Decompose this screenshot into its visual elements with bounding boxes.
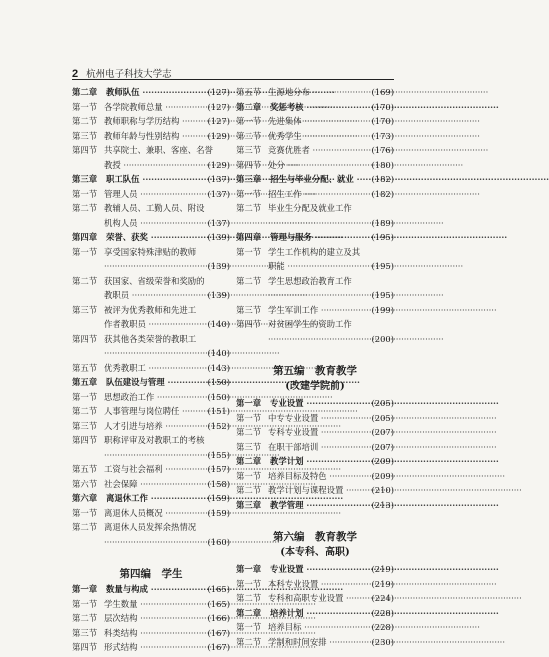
- toc-section-row: [72, 100, 230, 115]
- toc-section-row: [72, 332, 230, 347]
- entry-page: (152): [207, 420, 230, 431]
- entry-page: (139): [207, 261, 230, 271]
- toc-chapter-row: [72, 582, 230, 597]
- toc-section-row: [72, 317, 230, 332]
- toc-section-row: [72, 158, 230, 173]
- toc-section-row: [72, 520, 230, 535]
- entry-page: (219): [371, 564, 394, 574]
- entry-title: 离退休工作 ·····: [106, 491, 198, 506]
- entry-number: 第二节: [236, 593, 262, 603]
- entry-number: 第二节: [72, 613, 98, 623]
- entry-title: 人事管理与岗位聘任 ·····: [104, 404, 198, 419]
- toc-section-row: [72, 346, 230, 361]
- entry-title: 竞赛优胜者 ·····: [268, 143, 362, 158]
- entry-title: 教辅人员、工勤人员、附设: [104, 203, 205, 213]
- entry-title: 离退休人员发挥余热情况: [104, 522, 197, 532]
- entry-leader: [104, 535, 198, 550]
- entry-title: 职称评审及对教职工的考核: [104, 435, 205, 445]
- entry-page: (230): [371, 636, 394, 647]
- toc-section-row: [236, 332, 394, 347]
- entry-title: 专科专业设置 ·····: [268, 425, 362, 440]
- toc-section-row: [72, 187, 230, 202]
- entry-title: 奖惩考核 ·····: [270, 100, 362, 115]
- toc-section-row: [72, 535, 230, 550]
- toc-section-row: [236, 425, 394, 440]
- entry-number: 第一章: [236, 398, 262, 408]
- entry-number: 第一节: [72, 391, 98, 402]
- entry-title: 人才引进与培养 ·····: [104, 419, 198, 434]
- toc-section-row: [236, 114, 394, 129]
- entry-page: (139): [207, 232, 230, 242]
- entry-number: 第三节: [236, 441, 262, 452]
- entry-number: 第三节: [72, 627, 98, 638]
- entry-page: (167): [207, 642, 230, 652]
- toc-section-row: [236, 158, 394, 173]
- entry-leader: [104, 346, 198, 361]
- entry-number: 第一节: [236, 412, 262, 423]
- toc-section-row: [236, 591, 394, 606]
- entry-number: 第一节: [236, 470, 262, 481]
- entry-title: 专业设置 ·····: [270, 562, 362, 577]
- toc-chapter-row: [72, 491, 230, 506]
- entry-leader: [268, 216, 362, 231]
- entry-title: 学生军训工作 ·····: [268, 303, 362, 318]
- entry-page: (166): [207, 613, 230, 623]
- entry-number: 第四节: [72, 435, 98, 445]
- entry-number: 第二节: [236, 275, 262, 286]
- section-gap: [236, 346, 394, 360]
- toc-section-row: [236, 440, 394, 455]
- entry-page: (213): [371, 499, 394, 510]
- toc-section-row: [72, 114, 230, 129]
- entry-number: 第三章: [72, 174, 98, 184]
- entry-title: 荣誉、获奖 ·····: [106, 230, 198, 245]
- entry-page: (150): [207, 391, 230, 402]
- entry-leader: [104, 448, 198, 463]
- entry-title: 社会保障 ·····: [104, 477, 198, 492]
- entry-page: (127): [207, 116, 230, 126]
- toc-section-row: [72, 216, 230, 231]
- entry-number: 第二节: [72, 203, 98, 213]
- toc-section-row: [72, 245, 230, 260]
- entry-number: 第二节: [236, 485, 262, 495]
- part-heading: 第四编 学生: [119, 568, 183, 580]
- entry-title: 教授 ·····: [104, 158, 198, 173]
- toc-section-row: [72, 506, 230, 521]
- entry-page: (205): [371, 398, 394, 408]
- entry-number: 第一节: [72, 246, 98, 257]
- entry-page: (140): [207, 319, 230, 329]
- entry-title: 学生数量 ·····: [104, 597, 198, 612]
- entry-title: 形式结构 ·····: [104, 640, 198, 655]
- toc-section-row: [236, 143, 394, 158]
- toc-section-row: [236, 85, 394, 100]
- toc-chapter-row: [236, 172, 394, 187]
- toc-section-row: [236, 483, 394, 498]
- entry-page: (127): [207, 87, 230, 97]
- entry-number: 第四节: [236, 319, 262, 329]
- entry-page: (207): [371, 441, 394, 452]
- entry-title: 教学计划与课程设置 ·····: [268, 483, 362, 498]
- entry-page: (129): [207, 159, 230, 170]
- entry-title: 处分 ·····: [268, 158, 362, 173]
- entry-page: (137): [207, 188, 230, 199]
- toc-section-row: [72, 303, 230, 318]
- entry-title: 学生思想政治教育工作: [268, 275, 352, 286]
- part-subheading: (改建学院前): [285, 381, 345, 392]
- entry-title: 数量与构成 ·····: [106, 582, 198, 597]
- entry-title: 教师年龄与性别结构 ·····: [104, 129, 198, 144]
- entry-number: 第二节: [72, 275, 98, 286]
- toc-section-row: [72, 477, 230, 492]
- entry-page: (205): [371, 412, 394, 423]
- entry-number: 第二章: [236, 456, 262, 466]
- toc-section-row: [236, 620, 394, 635]
- entry-page: (228): [371, 607, 394, 618]
- entry-title: 学生工作机构的建立及其: [268, 246, 361, 257]
- entry-title: 生源地分布 ·····: [268, 85, 362, 100]
- entry-page: (228): [371, 622, 394, 632]
- entry-page: (160): [207, 536, 230, 547]
- entry-page: (195): [371, 290, 394, 300]
- entry-title: 思想政治工作 ·····: [104, 390, 198, 405]
- toc-right-column: [236, 85, 394, 649]
- entry-number: 第二节: [72, 522, 98, 532]
- entry-page: (199): [371, 304, 394, 315]
- entry-title: 管理与服务 ·····: [270, 230, 362, 245]
- entry-title: 招生工作 ·····: [268, 187, 362, 202]
- entry-page: (139): [207, 290, 230, 300]
- running-header: [72, 66, 242, 80]
- toc-section-row: [236, 201, 394, 216]
- part-heading: 第六编 教育教学: [273, 531, 357, 543]
- entry-number: 第五节: [236, 87, 262, 97]
- toc-section-row: [236, 303, 394, 318]
- entry-title: 教师队伍 ·····: [106, 85, 198, 100]
- entry-title: 先进集体 ·····: [268, 114, 362, 129]
- entry-title: 教师职称与学历结构 ·····: [104, 114, 198, 129]
- entry-page: (127): [207, 101, 230, 112]
- entry-number: 第四章: [72, 232, 98, 242]
- toc-section-row: [72, 462, 230, 477]
- toc-section-row: [72, 626, 230, 641]
- toc-section-row: [72, 419, 230, 434]
- entry-page: (140): [207, 348, 230, 358]
- toc-section-row: [72, 448, 230, 463]
- entry-number: 第二章: [236, 101, 262, 112]
- entry-title: 培养目标 ·····: [268, 620, 362, 635]
- entry-title: 职工队伍 ·····: [106, 172, 198, 187]
- entry-number: 第三节: [72, 304, 98, 315]
- entry-page: (151): [207, 406, 230, 416]
- entry-page: (182): [371, 174, 394, 184]
- section-gap: [236, 512, 394, 526]
- toc-section-row: [72, 288, 230, 303]
- entry-page: (159): [207, 507, 230, 518]
- entry-page: (159): [207, 493, 230, 503]
- entry-number: 第一节: [72, 101, 98, 112]
- entry-leader: [104, 259, 198, 274]
- entry-page: (219): [371, 578, 394, 589]
- entry-page: (180): [371, 159, 394, 170]
- part-subheading: (本专科、高职): [280, 547, 350, 558]
- entry-number: 第五节: [72, 362, 98, 373]
- entry-title: 招生与毕业分配、就业 ·····: [270, 172, 362, 187]
- entry-leader: [268, 288, 362, 303]
- entry-number: 第一节: [236, 246, 262, 257]
- entry-title: 机构人员 ·····: [104, 216, 198, 231]
- entry-page: (182): [371, 188, 394, 199]
- entry-leader: [268, 332, 362, 347]
- entry-number: 第五章: [72, 377, 98, 387]
- toc-chapter-row: [236, 498, 394, 513]
- entry-number: 第三章: [236, 174, 262, 184]
- entry-page: (207): [371, 427, 394, 437]
- toc-section-row: [72, 361, 230, 376]
- entry-number: 第四章: [236, 232, 262, 242]
- toc-chapter-row: [72, 375, 230, 390]
- toc-section-row: [72, 611, 230, 626]
- entry-number: 第一章: [72, 584, 98, 594]
- entry-page: (167): [207, 627, 230, 638]
- entry-title: 中专专业设置 ·····: [268, 411, 362, 426]
- entry-number: 第二节: [236, 636, 262, 647]
- toc-section-row: [236, 259, 394, 274]
- toc-section-row: [72, 259, 230, 274]
- toc-section-row: [236, 245, 394, 260]
- entry-page: (195): [371, 261, 394, 271]
- entry-title: 培养计划 ·····: [270, 606, 362, 621]
- toc-section-row: [72, 404, 230, 419]
- entry-title: 队伍建设与管理 ·····: [106, 375, 198, 390]
- entry-page: (165): [207, 598, 230, 609]
- toc-section-row: [72, 597, 230, 612]
- entry-number: 第五节: [72, 464, 98, 474]
- entry-title: 教学管理 ·····: [270, 498, 362, 513]
- entry-page: (209): [371, 470, 394, 481]
- entry-number: 第一节: [236, 188, 262, 199]
- entry-title: 获国家、省级荣誉和奖励的: [104, 275, 205, 286]
- entry-number: 第二节: [236, 203, 262, 213]
- entry-title: 获其他各类荣誉的教职工: [104, 333, 197, 344]
- toc-chapter-row: [236, 230, 394, 245]
- entry-number: 第一节: [72, 507, 98, 518]
- toc-section-row: [236, 288, 394, 303]
- toc-section-row: [236, 469, 394, 484]
- entry-page: (209): [371, 456, 394, 466]
- toc-section-row: [236, 216, 394, 231]
- toc-chapter-row: [72, 230, 230, 245]
- entry-title: 管理人员 ·····: [104, 187, 198, 202]
- entry-page: (155): [207, 449, 230, 460]
- entry-page: (137): [207, 174, 230, 184]
- entry-title: 科类结构 ·····: [104, 626, 198, 641]
- entry-page: (129): [207, 130, 230, 141]
- entry-number: 第三节: [72, 130, 98, 141]
- entry-number: 第二章: [236, 607, 262, 618]
- entry-title: 享受国家特殊津贴的教师: [104, 246, 197, 257]
- entry-page: (210): [371, 485, 394, 495]
- entry-number: 第二节: [236, 130, 262, 141]
- entry-page: (195): [371, 232, 394, 242]
- entry-page: (150): [207, 377, 230, 387]
- entry-number: 第三节: [236, 304, 262, 315]
- toc-chapter-row: [236, 606, 394, 621]
- toc-chapter-row: [236, 396, 394, 411]
- toc-section-row: [236, 274, 394, 289]
- entry-page: (143): [207, 362, 230, 373]
- part-heading: 第五编 教育教学: [273, 365, 357, 377]
- toc-section-row: [236, 577, 394, 592]
- book-title: 杭州电子科技大学志: [86, 69, 172, 80]
- entry-number: 第一节: [72, 188, 98, 199]
- toc-chapter-row: [72, 85, 230, 100]
- entry-number: 第一节: [236, 622, 262, 632]
- entry-number: 第二节: [72, 406, 98, 416]
- entry-number: 第六章: [72, 493, 98, 503]
- toc-section-row: [72, 640, 230, 655]
- entry-title: 优秀学生 ·····: [268, 129, 362, 144]
- toc-section-row: [236, 411, 394, 426]
- toc-chapter-row: [236, 454, 394, 469]
- entry-title: 工资与社会福利 ·····: [104, 462, 198, 477]
- toc-section-row: [72, 129, 230, 144]
- entry-number: 第六节: [72, 478, 98, 489]
- toc-chapter-row: [236, 100, 394, 115]
- toc-chapter-row: [72, 172, 230, 187]
- toc-chapter-row: [236, 562, 394, 577]
- entry-page: (200): [371, 333, 394, 344]
- entry-number: 第四节: [72, 333, 98, 344]
- entry-title: 优秀教职工 ·····: [104, 361, 198, 376]
- entry-title: 教学计划 ·····: [270, 454, 362, 469]
- entry-title: 职能 ·····: [268, 259, 362, 274]
- entry-title: 离退休人员概况 ·····: [104, 506, 198, 521]
- entry-title: 培养目标及特色 ·····: [268, 469, 362, 484]
- entry-number: 第二节: [72, 116, 98, 126]
- entry-title: 本科专业设置 ·····: [268, 577, 362, 592]
- entry-page: (165): [207, 584, 230, 594]
- toc-section-row: [72, 143, 230, 158]
- entry-number: 第一章: [236, 564, 262, 574]
- entry-page: (158): [207, 478, 230, 489]
- entry-number: 第四节: [72, 145, 98, 155]
- toc-section-row: [72, 201, 230, 216]
- entry-page: (173): [371, 130, 394, 141]
- entry-title: 在职干部培训 ·····: [268, 440, 362, 455]
- entry-number: 第四节: [236, 159, 262, 170]
- toc-section-row: [72, 274, 230, 289]
- entry-title: 层次结构 ·····: [104, 611, 198, 626]
- entry-title: 教职员 ·····: [104, 288, 198, 303]
- entry-title: 专科和高职专业设置 ·····: [268, 591, 362, 606]
- page-number: 2: [72, 68, 79, 80]
- entry-page: (176): [371, 145, 394, 155]
- entry-number: 第三章: [236, 499, 262, 510]
- entry-number: 第三节: [236, 145, 262, 155]
- entry-number: 第一节: [72, 598, 98, 609]
- section-gap: [72, 549, 230, 563]
- entry-title: 作者教职员 ·····: [104, 317, 198, 332]
- toc-section-row: [236, 129, 394, 144]
- entry-title: 共享院士、兼职、客座、名誉: [104, 145, 213, 155]
- entry-page: (189): [371, 217, 394, 228]
- entry-page: (170): [371, 101, 394, 112]
- toc-section-row: [236, 635, 394, 650]
- entry-page: (157): [207, 464, 230, 474]
- toc-section-row: [72, 390, 230, 405]
- entry-title: 各学院教师总量 ·····: [104, 100, 198, 115]
- entry-number: 第二节: [236, 427, 262, 437]
- entry-page: (137): [207, 217, 230, 228]
- entry-number: 第一节: [236, 578, 262, 589]
- toc-left-column: [72, 85, 230, 655]
- entry-title: 专业设置 ·····: [270, 396, 362, 411]
- entry-title: 毕业生分配及就业工作: [268, 203, 352, 213]
- entry-page: (169): [371, 87, 394, 97]
- header-rule: [72, 79, 394, 80]
- entry-number: 第三节: [72, 420, 98, 431]
- toc-section-row: [72, 433, 230, 448]
- toc-section-row: [236, 187, 394, 202]
- entry-number: 第二章: [72, 87, 98, 97]
- entry-title: 学制和时间安排 ·····: [268, 635, 362, 650]
- entry-title: 对贫困学生的资助工作: [268, 319, 352, 329]
- entry-page: (224): [371, 593, 394, 603]
- toc-section-row: [236, 317, 394, 332]
- entry-number: 第四节: [72, 642, 98, 652]
- entry-title: 被评为优秀教师和先进工: [104, 304, 197, 315]
- entry-page: (170): [371, 116, 394, 126]
- entry-number: 第一节: [236, 116, 262, 126]
